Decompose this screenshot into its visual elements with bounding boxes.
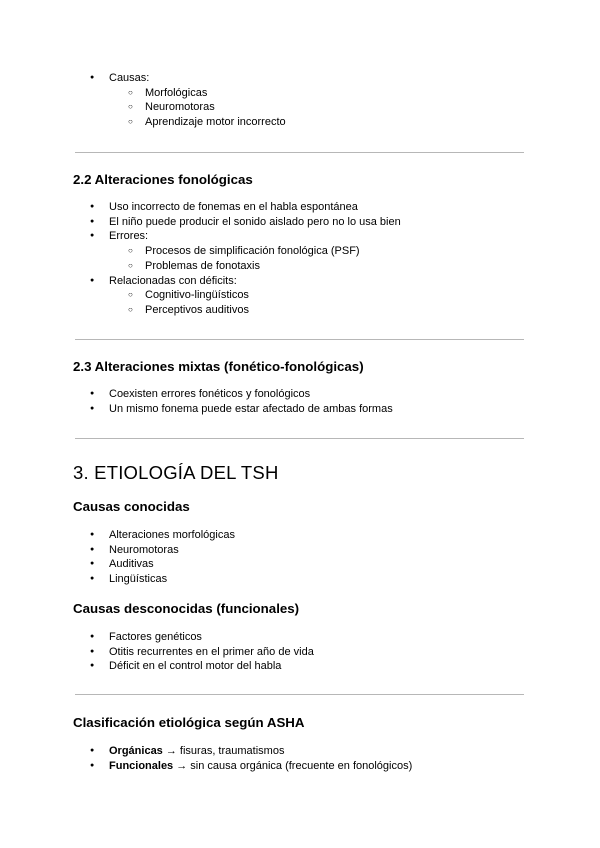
list-item: ● Funcionales → sin causa orgánica (frecuente en fonológicos) (73, 759, 533, 774)
divider (75, 694, 524, 695)
causes-list (73, 71, 533, 130)
asha-list (73, 744, 533, 773)
list-item: ● Otitis recurrentes en el primer año de vida (73, 645, 533, 660)
section-title-2-3: 2.3 Alteraciones mixtas (fonético-fonológicas) (73, 359, 364, 374)
sub-list-item: ○ Problemas de fonotaxis (73, 259, 533, 274)
divider (75, 438, 524, 439)
list-item: ● El niño puede producir el sonido aislado pero no lo usa bien (73, 215, 533, 230)
list-item: ● Déficit en el control motor del habla (73, 659, 533, 674)
mixed-list (73, 387, 533, 416)
list-item: ● Relacionadas con déficits: (73, 274, 533, 289)
list-item: ● Orgánicas → fisuras, traumatismos (73, 744, 533, 759)
list-item: ● Alteraciones morfológicas (73, 528, 533, 543)
list-item: ● Coexisten errores fonéticos y fonológicos (73, 387, 533, 402)
sub-list-item: ○ Procesos de simplificación fonológica (PSF) (73, 244, 533, 259)
list-item: ● Neuromotoras (73, 543, 533, 558)
unknown-causes-list (73, 630, 533, 674)
section-title-2-2: 2.2 Alteraciones fonológicas (73, 172, 253, 187)
sub-list-item: ○ Cognitivo-lingüísticos (73, 288, 533, 303)
asha-title: Clasificación etiológica según ASHA (73, 715, 305, 730)
known-causes-list (73, 528, 533, 587)
list-item: ● Errores: (73, 229, 533, 244)
section-title-3: 3. ETIOLOGÍA DEL TSH (73, 462, 279, 483)
known-causes-title: Causas conocidas (73, 499, 190, 514)
divider (75, 339, 524, 340)
sub-list-item: ○ Neuromotoras (73, 100, 533, 115)
unknown-causes-title: Causas desconocidas (funcionales) (73, 601, 300, 616)
list-item: ● Factores genéticos (73, 630, 533, 645)
list-item: ● Uso incorrecto de fonemas en el habla espontánea (73, 200, 533, 215)
list-item: ● Un mismo fonema puede estar afectado de ambas formas (73, 402, 533, 417)
list-item: ● Lingüísticas (73, 572, 533, 587)
sub-list-item: ○ Morfológicas (73, 86, 533, 101)
sub-list-item: ○ Perceptivos auditivos (73, 303, 533, 318)
divider (75, 152, 524, 153)
sub-list-item: ○ Aprendizaje motor incorrecto (73, 115, 533, 130)
phonological-list (73, 200, 533, 318)
list-item: ● Causas: (73, 71, 533, 86)
list-item: ● Auditivas (73, 557, 533, 572)
